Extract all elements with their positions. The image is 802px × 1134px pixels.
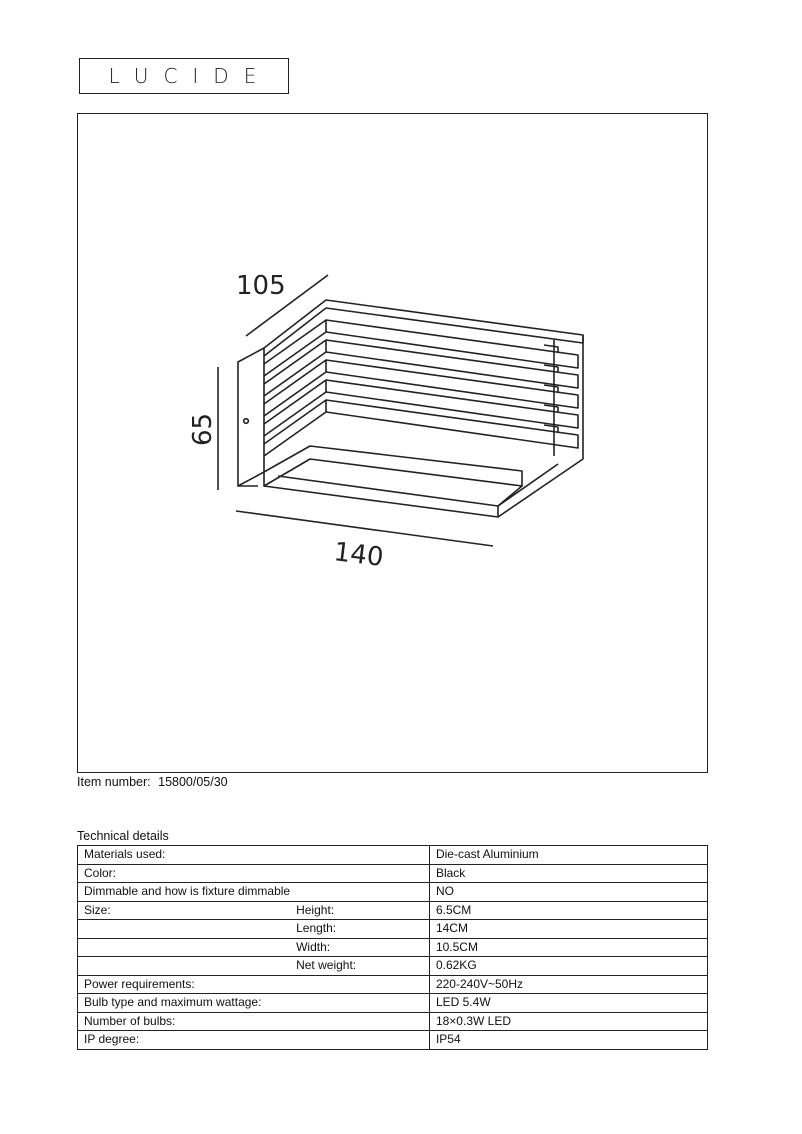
table-row	[78, 1031, 708, 1050]
spec-label: Dimmable and how is fixture dimmable	[78, 883, 291, 902]
spec-label: Color:	[78, 864, 291, 883]
spec-label: Materials used:	[78, 846, 291, 865]
depth-dimension-label: 105	[236, 271, 286, 301]
spec-label	[78, 920, 291, 939]
spec-value: 220-240V~50Hz	[429, 975, 707, 994]
spec-sublabel	[290, 1012, 429, 1031]
table-row	[78, 1012, 708, 1031]
spec-label: Number of bulbs:	[78, 1012, 291, 1031]
mount-screw	[244, 419, 249, 424]
table-row	[78, 901, 708, 920]
spec-value: LED 5.4W	[429, 994, 707, 1013]
spec-value: 18×0.3W LED	[429, 1012, 707, 1031]
spec-sublabel	[290, 846, 429, 865]
spec-sublabel	[290, 975, 429, 994]
brand-logo-text: LUCIDE	[108, 64, 272, 88]
height-dimension-label: 65	[188, 412, 218, 446]
spec-sublabel	[290, 864, 429, 883]
drawing-frame	[77, 113, 708, 773]
spec-sublabel	[290, 883, 429, 902]
spec-label: Power requirements:	[78, 975, 291, 994]
spec-sublabel: Length:	[290, 920, 429, 939]
item-number-value: 15800/05/30	[158, 775, 228, 789]
table-row	[78, 846, 708, 865]
cage-bottom-frame	[264, 454, 583, 517]
spec-label: Bulb type and maximum wattage:	[78, 994, 291, 1013]
spec-value: Die-cast Aluminium	[429, 846, 707, 865]
table-row	[78, 994, 708, 1013]
spec-label: Size:	[78, 901, 291, 920]
spec-sublabel	[290, 994, 429, 1013]
table-row	[78, 883, 708, 902]
spec-value: 0.62KG	[429, 957, 707, 976]
wall-plate	[238, 348, 264, 486]
spec-value: 6.5CM	[429, 901, 707, 920]
spec-value: IP54	[429, 1031, 707, 1050]
item-number-line	[77, 775, 228, 789]
spec-sublabel: Height:	[290, 901, 429, 920]
spec-value: Black	[429, 864, 707, 883]
item-number-label: Item number:	[77, 775, 151, 789]
spec-sublabel	[290, 1031, 429, 1050]
table-row	[78, 975, 708, 994]
table-row	[78, 957, 708, 976]
spec-value: 14CM	[429, 920, 707, 939]
product-drawing	[78, 114, 709, 774]
technical-details-title: Technical details	[77, 829, 169, 843]
technical-details-table	[77, 845, 708, 1050]
length-dimension-label: 140	[332, 537, 386, 573]
spec-label: IP degree:	[78, 1031, 291, 1050]
brand-logo	[79, 58, 289, 94]
spec-value: NO	[429, 883, 707, 902]
spec-sublabel: Width:	[290, 938, 429, 957]
spec-label	[78, 957, 291, 976]
spec-value: 10.5CM	[429, 938, 707, 957]
table-row	[78, 920, 708, 939]
table-row	[78, 938, 708, 957]
cage-top-bar	[264, 300, 583, 356]
spec-sublabel: Net weight:	[290, 957, 429, 976]
table-row	[78, 864, 708, 883]
spec-label	[78, 938, 291, 957]
